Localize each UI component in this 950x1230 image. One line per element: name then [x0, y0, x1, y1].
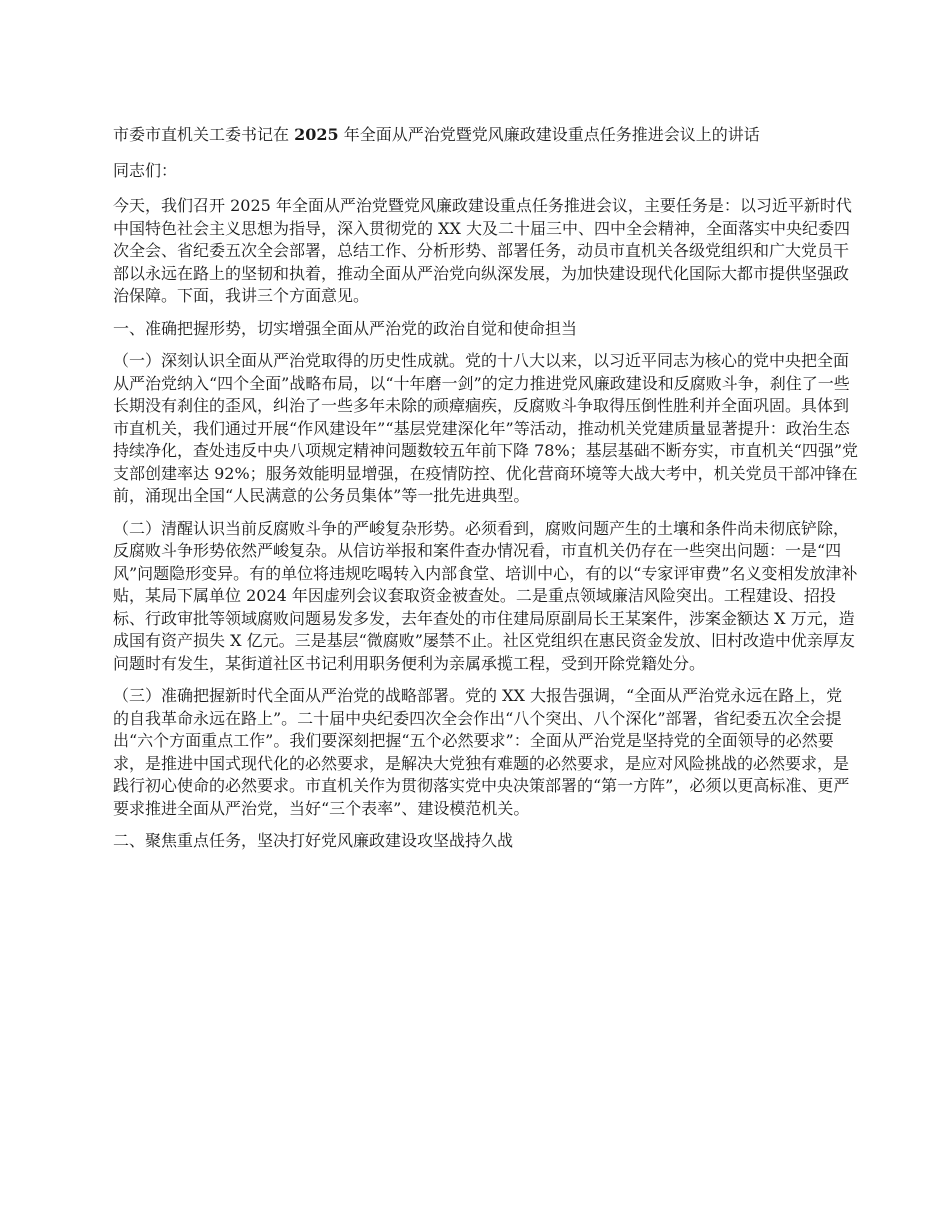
- greeting: 同志们：: [113, 160, 178, 180]
- title-suffix: 年全面从严治党暨党风廉政建设重点任务推进会议上的讲话: [338, 125, 760, 144]
- paragraph-1-3: （三）准确把握新时代全面从严治党的战略部署。党的 XX 大报告强调，“全面从严治党永远在路上，党的自我革命永远在路上”。二十届中央纪委四次全会作出“八个突出、八个深化”部署，省纪委五次全会提出“六个方面重点工作”。我们要深刻把握“五个必然要求”：全面从严治党是坚持党的全面领导的必然要求，是推进中国式现代化的必然要求，是解决大党独有难题的必然要求，是应对风险挑战的必然要求，是践行初心使命的必然要求。市直机关作为贯彻落实党中央决策部署的“第一方阵”，必须以更高标准、更严要求推进全面从严治党，当好“三个表率”、建设模范机关。: [113, 686, 850, 818]
- document-page: [113, 124, 858, 863]
- section-heading-1: 一、准确把握形势，切实增强全面从严治党的政治自觉和使命担当: [113, 318, 578, 338]
- paragraph-intro: 今天，我们召开 2025 年全面从严治党暨党风廉政建设重点任务推进会议，主要任务是：以习近平新时代中国特色社会主义思想为指导，深入贯彻党的 XX 大及二十届三中、四中全会精神，全面落实中央纪委四次全会、省纪委五次全会部署，总结工作、分析形势、部署任务，动员市直机关各级党组织和广大党员干部以永远在路上的坚韧和执着，推动全面从严治党向纵深发展，为加快建设现代化国际大都市提供坚强政治保障。下面，我讲三个方面意见。: [113, 196, 852, 305]
- paragraph-1-1: （一）深刻认识全面从严治党取得的历史性成就。党的十八大以来，以习近平同志为核心的党中央把全面从严治党纳入“四个全面”战略布局，以“十年磨一剑”的定力推进党风廉政建设和反腐败斗争，刹住了一些长期没有刹住的歪风，纠治了一些多年未除的顽瘴痼疾，反腐败斗争取得压倒性胜利并全面巩固。具体到市直机关，我们通过开展“作风建设年”“基层党建深化年”等活动，推动机关党建质量显著提升：政治生态持续净化，查处违反中央八项规定精神问题数较五年前下降 78%；基层基础不断夯实，市直机关“四强”党支部创建率达 92%；服务效能明显增强，在疫情防控、优化营商环境等大战大考中，机关党员干部冲锋在前，涌现出全国“人民满意的公务员集体”等一批先进典型。: [113, 351, 859, 505]
- title-prefix: 市委市直机关工委书记在: [113, 125, 295, 144]
- document-title: [113, 124, 858, 147]
- section-heading-2: 二、聚焦重点任务，坚决打好党风廉政建设攻坚战持久战: [113, 831, 514, 850]
- paragraph-1-2: （二）清醒认识当前反腐败斗争的严峻复杂形势。必须看到，腐败问题产生的土壤和条件尚未彻底铲除，反腐败斗争形势依然严峻复杂。从信访举报和案件查办情况看，市直机关仍存在一些突出问题：一是“四风”问题隐形变异。有的单位将违规吃喝转入内部食堂、培训中心，有的以“专家评审费”名义变相发放津补贴，某局下属单位 2024 年因虚列会议套取资金被查处。二是重点领域廉洁风险突出。工程建设、招投标、行政审批等领域腐败问题易发多发，去年查处的市住建局原副局长王某案件，涉案金额达 X 万元，造成国有资产损失 X 亿元。三是基层“微腐败”屡禁不止。社区党组织在惠民资金发放、旧村改造中优亲厚友问题时有发生，某街道社区书记利用职务便利为亲属承揽工程，受到开除党籍处分。: [113, 518, 858, 673]
- title-year: 2025: [294, 125, 339, 144]
